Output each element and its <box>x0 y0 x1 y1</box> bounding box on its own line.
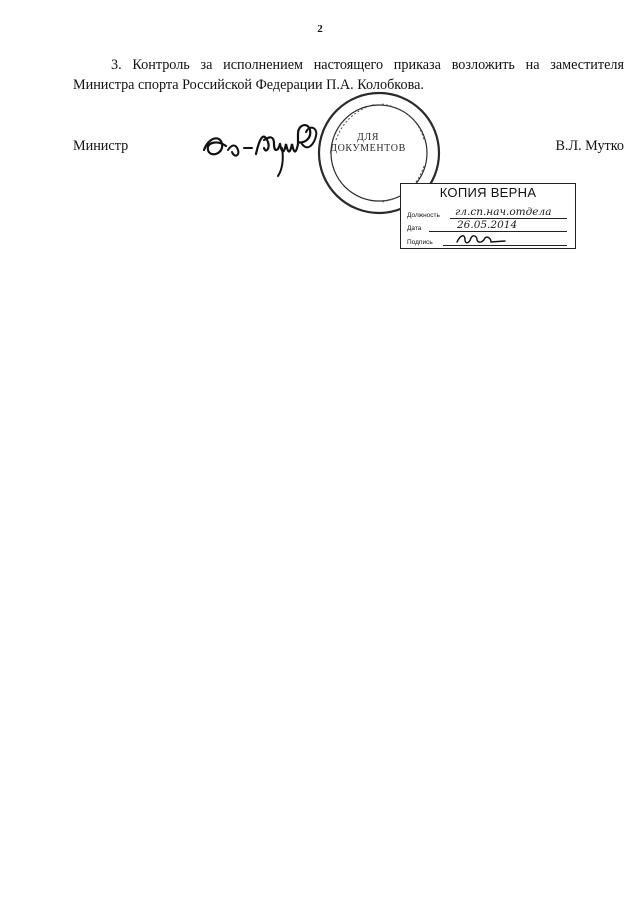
order-paragraph: 3. Контроль за исполнением настоящего приказа возложить на заместителя Министра спорта Российской Федерации П.А. Колобкова. <box>73 57 624 93</box>
signatory-name: В.Л. Мутко <box>555 138 624 154</box>
stamp-title: КОПИЯ ВЕРНА <box>439 185 537 200</box>
signatory-role: Министр <box>73 138 129 154</box>
stamp-date-row <box>407 219 567 233</box>
stamp-date-label: Дата <box>407 225 422 232</box>
stamp-position-label: Должность <box>407 212 440 219</box>
copy-verified-stamp <box>400 183 576 249</box>
page-number: 2 <box>317 23 323 35</box>
seal-text-line2: ДОКУМЕНТОВ <box>330 143 406 154</box>
stamp-date-value: 26.05.2014 <box>457 219 518 231</box>
seal-text-line1: ДЛЯ <box>356 132 380 143</box>
stamp-signature-row <box>407 233 567 247</box>
stamp-signature-label: Подпись <box>407 239 433 246</box>
stamp-signature-scribble-icon <box>455 232 515 246</box>
handwritten-signature-icon <box>198 114 348 184</box>
stamp-position-value: гл.сп.нач.отдела <box>455 206 552 218</box>
stamp-position-row <box>407 206 567 220</box>
